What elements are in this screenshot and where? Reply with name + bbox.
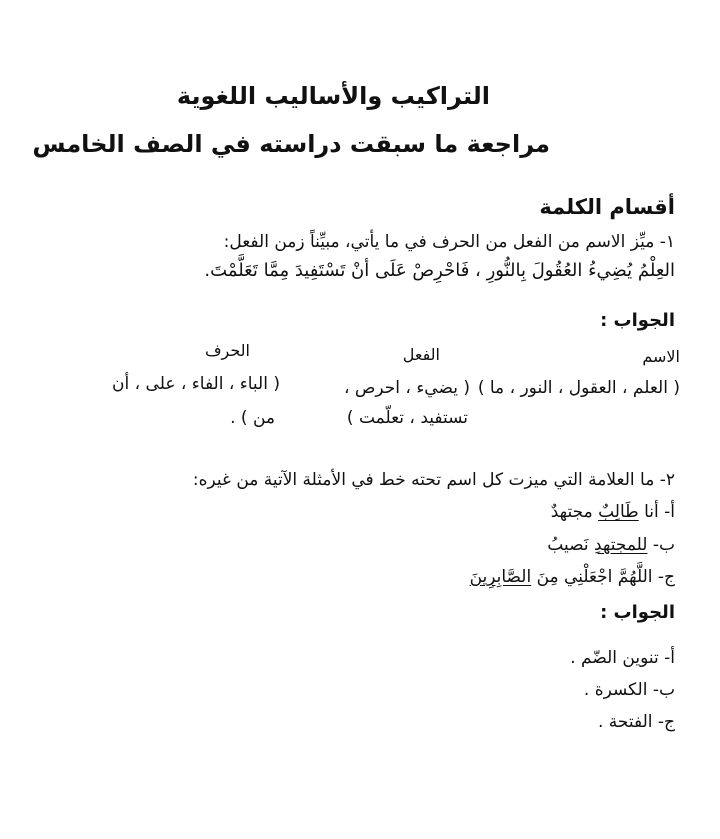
example-a bbox=[551, 502, 675, 522]
answer-2-item-a: أ- تنوين الضّم . bbox=[570, 648, 675, 668]
example-b-prefix: ب- bbox=[652, 535, 675, 555]
answer-1-label: الجواب : bbox=[600, 310, 675, 331]
answer-2-item-c: ج- الفتحة . bbox=[597, 712, 675, 732]
question-1-prompt: ١- ميِّز الاسم من الفعل من الحرف في ما يأتي، مبيِّناً زمن الفعل: bbox=[223, 232, 675, 252]
example-a-prefix: أ- أنا bbox=[644, 502, 675, 522]
particles-answer-line-1: ( الباء ، الفاء ، على ، أن bbox=[112, 374, 280, 394]
example-b-suffix: نَصيبُ bbox=[547, 535, 589, 555]
nouns-answer: ( العلم ، العقول ، النور ، ما ) bbox=[477, 378, 680, 398]
example-c-underlined-word: الصَّابِرِينَ bbox=[469, 567, 532, 587]
column-verb-header: الفعل bbox=[402, 345, 440, 364]
question-1-sentence: العِلْمُ يُضِيءُ العُقُولَ بِالنُّورِ ، فَاحْرِصْ عَلَى أنْ تَسْتَفِيدَ مِمَّا تَعَلَّمْتَ. bbox=[204, 260, 675, 281]
example-b-underlined-word: للمجتهدِ bbox=[593, 535, 648, 555]
verbs-answer-line-2: تستفيد ، تعلّمت ) bbox=[346, 408, 468, 428]
example-b bbox=[547, 535, 675, 555]
section-title: أقسام الكلمة bbox=[539, 195, 675, 219]
column-noun-header: الاسم bbox=[642, 347, 680, 366]
example-c bbox=[470, 567, 675, 587]
particles-answer-line-2: من ) . bbox=[230, 408, 275, 428]
answer-2-item-b: ب- الكسرة . bbox=[583, 680, 675, 700]
page-title: التراكيب والأساليب اللغوية bbox=[176, 82, 490, 110]
answer-2-label: الجواب : bbox=[600, 602, 675, 623]
verbs-answer-line-1: ( يضيء ، احرص ، bbox=[343, 378, 470, 398]
example-a-suffix: مجتهدٌ bbox=[550, 502, 593, 522]
example-a-underlined-word: طَالِبٌ bbox=[598, 502, 639, 522]
column-particle-header: الحرف bbox=[204, 341, 250, 360]
page-subtitle: مراجعة ما سبقت دراسته في الصف الخامس bbox=[32, 130, 550, 158]
question-2-prompt: ٢- ما العلامة التي ميزت كل اسم تحته خط في الأمثلة الآتية من غيره: bbox=[192, 470, 675, 490]
example-c-prefix: ج- اللَّهُمَّ اجْعَلْنِي مِنَ bbox=[536, 567, 675, 587]
